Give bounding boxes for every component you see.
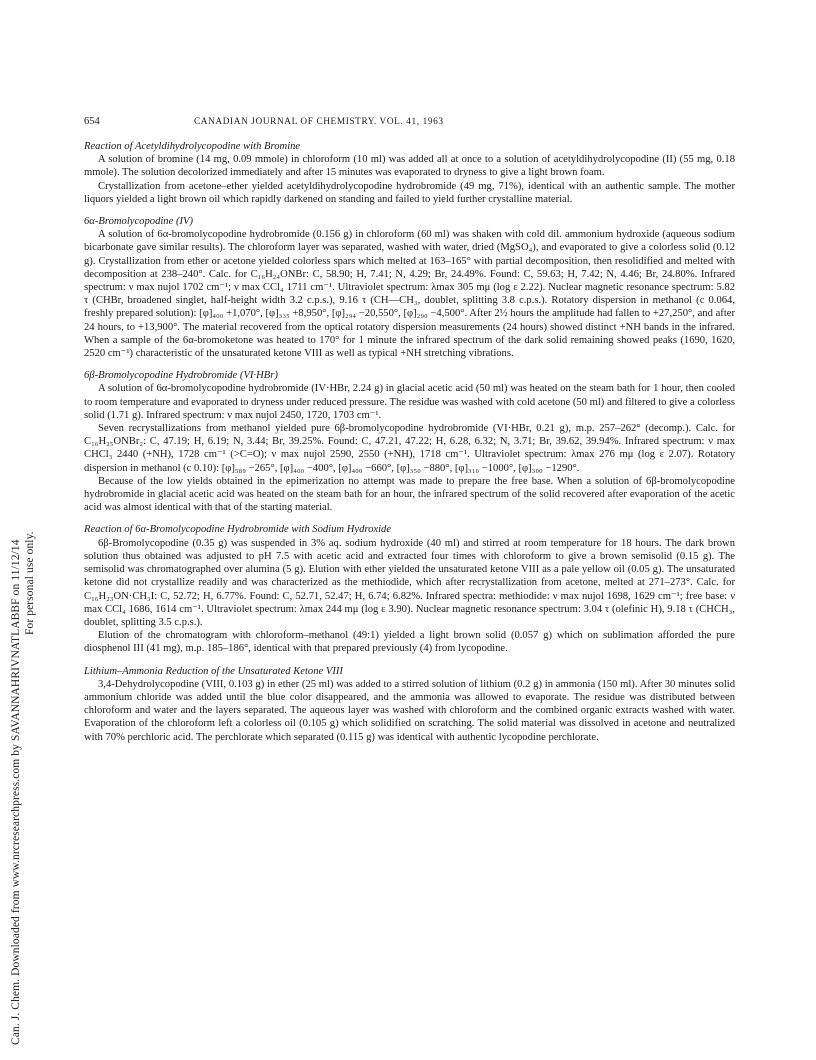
journal-title: CANADIAN JOURNAL OF CHEMISTRY. VOL. 41, 1963 — [194, 117, 444, 127]
page-number: 654 — [84, 116, 100, 127]
section-heading: 6β-Bromolycopodine Hydrobromide (VI·HBr) — [84, 370, 278, 382]
section-sodium-hydroxide-reaction — [84, 523, 735, 655]
running-header — [84, 116, 735, 132]
download-notice-text: Can. J. Chem. Downloaded from www.nrcresearchpress.com by SAVANNAHRIVNATLABBF on 11/12/14 — [10, 539, 22, 1045]
section-heading: Lithium–Ammonia Reduction of the Unsaturated Ketone VIII — [84, 665, 343, 677]
paragraph: 3,4-Dehydrolycopodine (VIII, 0.103 g) in ether (25 ml) was added to a stirred solution of lithium (0.2 g) in ammonia (150 ml). After 30 minutes solid ammonium chloride was added until the blue color disappeared, and the ammonia was allowed to evaporate. The residue was distributed between chloroform and water and the layers separated. The aqueous layer was washed with chloroform and the combined organic extracts washed with water. Evaporation of the chloroform left a colorless oil (0.105 g) which solidified on scratching. The solid material was dissolved in acetone and neutralized with 70% perchloric acid. The perchlorate which separated (0.115 g) was identical with authentic lycopodine perchlorate. — [84, 678, 735, 743]
section-heading: 6α-Bromolycopodine (IV) — [84, 216, 194, 228]
article-page — [84, 116, 735, 744]
paragraph: A solution of bromine (14 mg, 0.09 mmole) in chloroform (10 ml) was added all at once to a solution of acetyldihydrolycopodine (II) (55 mg, 0.18 mmole). The solution decolorized immediately and after 15 minutes was evaporated to dryness to give a light brown foam. — [84, 154, 735, 179]
section-heading: Reaction of Acetyldihydrolycopodine with Bromine — [84, 141, 301, 152]
side-download-notice — [4, 240, 46, 1060]
section-acetyldihydrolycopodine-bromine — [84, 140, 735, 206]
paragraph: Crystallization from acetone–ether yielded acetyldihydrolycopodine hydrobromide (49 mg, 71%), identical with an authentic sample. The mother liquors yielded a light brown oil which rapidly darkened on standing and failed to yield further crystalline material. — [84, 180, 735, 205]
section-lithium-ammonia-reduction — [84, 665, 735, 744]
paragraph: Because of the low yields obtained in the epimerization no attempt was made to prepare the free base. When a solution of 6β-bromolycopodine hydrobromide in glacial acetic acid was heated on the steam bath for an hour, the infrared spectrum of the solid recovered after evaporation of the acetic acid was almost identical with that of the starting material. — [84, 475, 735, 514]
paragraph: 6β-Bromolycopodine (0.35 g) was suspended in 3% aq. sodium hydroxide (40 ml) and stirred at room temperature for 18 hours. The dark brown solution thus obtained was adjusted to pH 7.5 with acetic acid and extracted four times with chloroform to give a brown semisolid (0.15 g). The semisolid was chromatographed over alumina (5 g). Elution with ether yielded the unsaturated ketone VIII as a pale yellow oil (0.05 g). The unsaturated ketone did not crystallize readily and was characterized as the methiodide, which after recrystallization from acetone, melted at 271–273°. Calc. for C₁₆H₂₃ON·CH₃I: C, 52.72; H, 6.77%. Found: C, 52.71, 52.47; H, 6.74; 6.82%. Infrared spectra: methiodide: ν max nujol 1698, 1629 cm⁻¹; free base: ν max CCl₄ 1686, 1614 cm⁻¹. Ultraviolet spectrum: λmax 244 mμ (log ε 3.90). Nuclear magnetic resonance spectrum: 3.04 τ (olefinic H), 9.18 τ (CHCH₃, doublet, splitting 3.5 c.p.s.). — [84, 537, 735, 628]
section-6a-bromolycopodine — [84, 215, 735, 360]
paragraph: Seven recrystallizations from methanol yielded pure 6β-bromolycopodine hydrobromide (VI·HBr, 0.21 g), m.p. 257–262° (decomp.). Calc. for C₁₆H₂₅ONBr₂: C, 47.19; H, 6.19; N, 3.44; Br, 39.25%. Found: C, 47.21, 47.22; H, 6.28, 6.32; N, 3.71; Br, 39.62, 39.94%. Infrared spectrum: ν max CHCl₃ 2440 (+NH), 1728 cm⁻¹ (>C=O); ν max nujol 2590, 2550 (+NH), 1718 cm⁻¹. Ultraviolet spectrum: λmax 276 mμ (log ε 2.07). Rotatory dispersion in methanol (c 0.10): [φ]₅₈₉ −265°, [φ]₄₀₀ −400°, [φ]₄₀₀ −660°, [φ]₃₅₀ −880°, [φ]₃₁₀ −1000°, [φ]₃₀₀ −1290°. — [84, 423, 735, 474]
personal-use-notice: For personal use only. — [24, 531, 36, 635]
paragraph: Elution of the chromatogram with chloroform–methanol (49:1) yielded a light brown solid (0.057 g) which on sublimation afforded the pure diosphenol III (41 mg), m.p. 185–186°, identical with that prepared previously (4) from lycopodine. — [84, 630, 735, 655]
section-6b-bromolycopodine-hydrobromide — [84, 369, 735, 514]
section-heading: Reaction of 6α-Bromolycopodine Hydrobromide with Sodium Hydroxide — [84, 524, 392, 536]
paragraph: A solution of 6α-bromolycopodine hydrobromide (IV·HBr, 2.24 g) in glacial acetic acid (50 ml) was heated on the steam bath for 1 hour, then cooled to room temperature and evaporated to dryness under reduced pressure. The residue was washed with cold acetone (50 ml) and filtered to give a colorless solid (1.71 g). Infrared spectrum: ν max nujol 2450, 1720, 1703 cm⁻¹. — [84, 383, 735, 421]
paragraph: A solution of 6α-bromolycopodine hydrobromide (0.156 g) in chloroform (60 ml) was shaken with cold dil. ammonium hydroxide (aqueous sodium bicarbonate gave similar results). The chloroform layer was separated, washed with water, dried (MgSO₄), and evaporated to give a colorless solid (0.12 g). Crystallization from ether or acetone yielded colorless spars which melted at 163–165° with partial decomposition, then resolidified and melted with decomposition at 238–240°. Calc. for C₁₆H₂₄ONBr: C, 58.90; H, 7.41; N, 4.29; Br, 24.49%. Found: C, 59.63; H, 7.42; N, 4.46; Br, 24.80%. Infrared spectrum: ν max nujol 1702 cm⁻¹; ν max CCl₄ 1711 cm⁻¹. Ultraviolet spectrum: λmax 305 mμ (log ε 2.22). Nuclear magnetic resonance spectrum: 5.82 τ (CHBr, broadened singlet, half-height width 3.2 c.p.s.), 9.16 τ (CH—CH₃, doublet, splitting 3.8 c.p.s.). Rotatory dispersion in methanol (c 0.064, freshly prepared solution): [φ]₄₀₀ +1,070°, [φ]₃₃₅ +8,950°, [φ]₂₉₄ −20,550°, [φ]₂₉₀ −4,500°. After 2½ hours the amplitude had fallen to +27,250°, and after 24 hours, to +13,900°. The material recovered from the optical rotatory dispersion measurements (24 hours) showed distinct +NH bands in the infrared. When a sample of the 6α-bromoketone was heated to 170° for 1 minute the infrared spectrum of the dark solid remaining showed peaks (1690, 1620, 2520 cm⁻¹) characteristic of the unsaturated ketone VIII as well as typical +NH stretching vibrations. — [84, 229, 735, 360]
